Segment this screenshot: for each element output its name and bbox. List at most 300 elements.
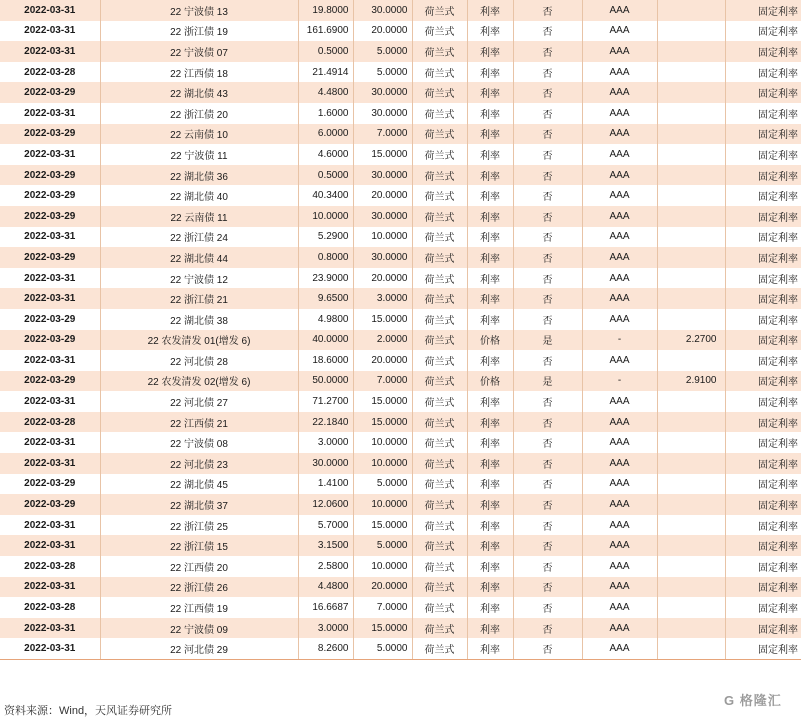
bidding-method-cell: 荷兰式 bbox=[412, 371, 467, 392]
bidding-method-cell: 荷兰式 bbox=[412, 82, 467, 103]
coupon-rate-cell bbox=[657, 432, 725, 453]
bidding-method-cell: 荷兰式 bbox=[412, 247, 467, 268]
interest-type-cell: 固定利率 bbox=[725, 309, 801, 330]
term-cell: 7.0000 bbox=[353, 124, 412, 145]
rating-cell: AAA bbox=[582, 165, 657, 186]
bidding-method-cell: 荷兰式 bbox=[412, 185, 467, 206]
bidding-method-cell: 荷兰式 bbox=[412, 515, 467, 536]
rating-cell: AAA bbox=[582, 288, 657, 309]
bidding-target-cell: 利率 bbox=[467, 412, 513, 433]
term-cell: 30.0000 bbox=[353, 165, 412, 186]
option-cell: 否 bbox=[513, 515, 582, 536]
bond-name-cell: 22 宁波债 12 bbox=[100, 268, 298, 289]
bond-name-cell: 22 湖北债 44 bbox=[100, 247, 298, 268]
issue-amount-cell: 3.0000 bbox=[298, 432, 353, 453]
coupon-rate-cell bbox=[657, 82, 725, 103]
issue-date-cell: 2022-03-29 bbox=[0, 371, 100, 392]
rating-cell: AAA bbox=[582, 62, 657, 83]
bidding-target-cell: 利率 bbox=[467, 350, 513, 371]
interest-type-cell: 固定利率 bbox=[725, 535, 801, 556]
coupon-rate-cell bbox=[657, 577, 725, 598]
issue-amount-cell: 3.0000 bbox=[298, 618, 353, 639]
table-row bbox=[0, 185, 801, 206]
bond-name-cell: 22 浙江债 19 bbox=[100, 21, 298, 42]
issue-date-cell: 2022-03-29 bbox=[0, 165, 100, 186]
coupon-rate-cell bbox=[657, 268, 725, 289]
issue-amount-cell: 1.6000 bbox=[298, 103, 353, 124]
table-row bbox=[0, 453, 801, 474]
option-cell: 否 bbox=[513, 247, 582, 268]
watermark-text: G 格隆汇 bbox=[724, 693, 782, 708]
rating-cell: AAA bbox=[582, 618, 657, 639]
interest-type-cell: 固定利率 bbox=[725, 474, 801, 495]
issue-amount-cell: 22.1840 bbox=[298, 412, 353, 433]
issue-date-cell: 2022-03-29 bbox=[24, 190, 76, 202]
option-cell: 否 bbox=[513, 474, 582, 495]
coupon-rate-cell bbox=[657, 247, 725, 268]
coupon-rate-cell bbox=[657, 494, 725, 515]
bidding-target-cell: 利率 bbox=[467, 268, 513, 289]
coupon-rate-cell bbox=[657, 227, 725, 248]
bidding-method-cell: 荷兰式 bbox=[412, 597, 467, 618]
coupon-rate-cell bbox=[657, 309, 725, 330]
issue-amount-cell: 5.2900 bbox=[298, 227, 353, 248]
bidding-target-cell: 利率 bbox=[467, 41, 513, 62]
bidding-target-cell: 利率 bbox=[467, 247, 513, 268]
bidding-method-cell: 荷兰式 bbox=[412, 391, 467, 412]
term-cell: 20.0000 bbox=[353, 268, 412, 289]
rating-cell: - bbox=[582, 371, 657, 392]
rating-cell: AAA bbox=[582, 144, 657, 165]
interest-type-cell: 固定利率 bbox=[725, 618, 801, 639]
bond-name-cell: 22 浙江债 24 bbox=[100, 227, 298, 248]
table-row bbox=[0, 268, 801, 289]
bond-name-cell: 22 云南债 10 bbox=[100, 124, 298, 145]
interest-type-cell: 固定利率 bbox=[725, 62, 801, 83]
term-cell: 2.0000 bbox=[353, 330, 412, 351]
bidding-method-cell: 荷兰式 bbox=[412, 268, 467, 289]
table-row bbox=[0, 206, 801, 227]
coupon-rate-cell bbox=[657, 62, 725, 83]
issue-amount-cell: 9.6500 bbox=[298, 288, 353, 309]
bidding-target-cell: 利率 bbox=[467, 185, 513, 206]
bond-name-cell: 22 浙江债 21 bbox=[100, 288, 298, 309]
bond-name-cell: 22 浙江债 20 bbox=[100, 103, 298, 124]
bond-name-cell: 22 浙江债 25 bbox=[100, 515, 298, 536]
rating-cell: AAA bbox=[582, 535, 657, 556]
bidding-method-cell: 荷兰式 bbox=[412, 288, 467, 309]
term-cell: 20.0000 bbox=[353, 21, 412, 42]
term-cell: 30.0000 bbox=[353, 0, 412, 21]
option-cell: 否 bbox=[513, 227, 582, 248]
issue-date-cell: 2022-03-29 bbox=[24, 313, 76, 325]
coupon-rate-cell bbox=[657, 350, 725, 371]
option-cell: 否 bbox=[513, 144, 582, 165]
term-cell: 7.0000 bbox=[353, 597, 412, 618]
interest-type-cell: 固定利率 bbox=[725, 227, 801, 248]
bond-name-cell: 22 农发清发 01(增发 6) bbox=[100, 330, 298, 351]
bidding-method-cell: 荷兰式 bbox=[412, 638, 467, 659]
issue-amount-cell: 50.0000 bbox=[298, 371, 353, 392]
interest-type-cell: 固定利率 bbox=[725, 597, 801, 618]
issue-amount-cell: 12.0600 bbox=[298, 494, 353, 515]
option-cell: 是 bbox=[513, 371, 582, 392]
table-row bbox=[0, 309, 801, 330]
watermark-logo bbox=[724, 690, 782, 709]
bidding-target-cell: 利率 bbox=[467, 556, 513, 577]
rating-cell: AAA bbox=[582, 494, 657, 515]
issue-date-cell: 2022-03-31 bbox=[24, 643, 76, 655]
term-cell: 10.0000 bbox=[353, 432, 412, 453]
term-cell: 20.0000 bbox=[353, 185, 412, 206]
rating-cell: AAA bbox=[582, 412, 657, 433]
coupon-rate-cell bbox=[657, 638, 725, 659]
interest-type-cell: 固定利率 bbox=[725, 144, 801, 165]
option-cell: 否 bbox=[513, 350, 582, 371]
bidding-method-cell: 荷兰式 bbox=[412, 474, 467, 495]
issue-amount-cell: 23.9000 bbox=[298, 268, 353, 289]
issue-amount-cell: 161.6900 bbox=[298, 21, 353, 42]
issue-date-cell: 2022-03-28 bbox=[0, 412, 100, 433]
issue-date-cell: 2022-03-29 bbox=[0, 247, 100, 268]
term-cell: 10.0000 bbox=[353, 453, 412, 474]
rating-cell: AAA bbox=[582, 556, 657, 577]
bond-name-cell: 22 宁波债 07 bbox=[100, 41, 298, 62]
bidding-target-cell: 利率 bbox=[467, 453, 513, 474]
issue-amount-cell: 40.3400 bbox=[298, 185, 353, 206]
issue-amount-cell: 30.0000 bbox=[298, 453, 353, 474]
option-cell: 否 bbox=[513, 535, 582, 556]
term-cell: 3.0000 bbox=[353, 288, 412, 309]
bidding-target-cell: 利率 bbox=[467, 21, 513, 42]
issue-date-cell: 2022-03-31 bbox=[24, 148, 76, 160]
rating-cell: AAA bbox=[582, 185, 657, 206]
bidding-method-cell: 荷兰式 bbox=[412, 103, 467, 124]
issue-date-cell: 2022-03-28 bbox=[24, 560, 76, 572]
issue-date-cell: 2022-03-31 bbox=[0, 535, 100, 556]
table-row bbox=[0, 350, 801, 371]
coupon-rate-cell bbox=[657, 412, 725, 433]
interest-type-cell: 固定利率 bbox=[725, 268, 801, 289]
rating-cell: AAA bbox=[582, 82, 657, 103]
coupon-rate-cell bbox=[657, 597, 725, 618]
issue-amount-cell: 0.5000 bbox=[298, 41, 353, 62]
issue-amount-cell: 40.0000 bbox=[298, 330, 353, 351]
term-cell: 15.0000 bbox=[353, 391, 412, 412]
term-cell: 30.0000 bbox=[353, 103, 412, 124]
bidding-target-cell: 利率 bbox=[467, 288, 513, 309]
rating-cell: AAA bbox=[582, 597, 657, 618]
bond-name-cell: 22 宁波债 09 bbox=[100, 618, 298, 639]
table-row bbox=[0, 288, 801, 309]
interest-type-cell: 固定利率 bbox=[725, 21, 801, 42]
rating-cell: AAA bbox=[582, 21, 657, 42]
coupon-rate-cell bbox=[657, 144, 725, 165]
rating-cell: AAA bbox=[582, 391, 657, 412]
coupon-rate-cell bbox=[657, 103, 725, 124]
interest-type-cell: 固定利率 bbox=[725, 247, 801, 268]
table-row bbox=[0, 556, 801, 577]
table-row bbox=[0, 577, 801, 598]
issue-amount-cell: 4.6000 bbox=[298, 144, 353, 165]
term-cell: 30.0000 bbox=[353, 82, 412, 103]
interest-type-cell: 固定利率 bbox=[725, 494, 801, 515]
coupon-rate-cell bbox=[657, 185, 725, 206]
option-cell: 否 bbox=[513, 412, 582, 433]
bond-name-cell: 22 湖北债 38 bbox=[100, 309, 298, 330]
table-row bbox=[0, 391, 801, 412]
bidding-method-cell: 荷兰式 bbox=[412, 144, 467, 165]
term-cell: 20.0000 bbox=[353, 577, 412, 598]
bond-name-cell: 22 湖北债 37 bbox=[100, 494, 298, 515]
bond-name-cell: 22 江西债 18 bbox=[100, 62, 298, 83]
interest-type-cell: 固定利率 bbox=[725, 453, 801, 474]
option-cell: 否 bbox=[513, 638, 582, 659]
bidding-method-cell: 荷兰式 bbox=[412, 556, 467, 577]
issue-amount-cell: 21.4914 bbox=[298, 62, 353, 83]
coupon-rate-cell bbox=[657, 556, 725, 577]
coupon-rate-cell bbox=[657, 0, 725, 21]
issue-amount-cell: 10.0000 bbox=[298, 206, 353, 227]
issue-date-cell: 2022-03-31 bbox=[0, 577, 100, 598]
option-cell: 否 bbox=[513, 577, 582, 598]
issue-date-cell: 2022-03-31 bbox=[24, 354, 76, 366]
coupon-rate-cell bbox=[657, 21, 725, 42]
bidding-method-cell: 荷兰式 bbox=[412, 0, 467, 21]
bond-name-cell: 22 江西债 21 bbox=[100, 412, 298, 433]
interest-type-cell: 固定利率 bbox=[725, 638, 801, 659]
term-cell: 5.0000 bbox=[353, 62, 412, 83]
table-row bbox=[0, 638, 801, 659]
rating-cell: AAA bbox=[582, 124, 657, 145]
table-row bbox=[0, 165, 801, 186]
bond-name-cell: 22 河北债 27 bbox=[100, 391, 298, 412]
coupon-rate-cell bbox=[657, 124, 725, 145]
table-row bbox=[0, 82, 801, 103]
table-row bbox=[0, 103, 801, 124]
coupon-rate-cell bbox=[657, 474, 725, 495]
term-cell: 15.0000 bbox=[353, 144, 412, 165]
option-cell: 否 bbox=[513, 268, 582, 289]
interest-type-cell: 固定利率 bbox=[725, 82, 801, 103]
bond-name-cell: 22 浙江债 26 bbox=[100, 577, 298, 598]
interest-type-cell: 固定利率 bbox=[725, 371, 801, 392]
issue-date-cell: 2022-03-29 bbox=[0, 330, 100, 351]
rating-cell: AAA bbox=[582, 474, 657, 495]
interest-type-cell: 固定利率 bbox=[725, 206, 801, 227]
term-cell: 15.0000 bbox=[353, 618, 412, 639]
bidding-target-cell: 利率 bbox=[467, 432, 513, 453]
bond-name-cell: 22 河北债 29 bbox=[100, 638, 298, 659]
table-row bbox=[0, 515, 801, 536]
table-row bbox=[0, 618, 801, 639]
issue-amount-cell: 71.2700 bbox=[298, 391, 353, 412]
issue-date-cell: 2022-03-31 bbox=[24, 396, 76, 408]
bidding-method-cell: 荷兰式 bbox=[412, 577, 467, 598]
bond-name-cell: 22 湖北债 40 bbox=[100, 185, 298, 206]
issue-date-cell: 2022-03-29 bbox=[0, 82, 100, 103]
issue-amount-cell: 8.2600 bbox=[298, 638, 353, 659]
term-cell: 10.0000 bbox=[353, 556, 412, 577]
interest-type-cell: 固定利率 bbox=[725, 391, 801, 412]
issue-amount-cell: 0.5000 bbox=[298, 165, 353, 186]
issue-amount-cell: 18.6000 bbox=[298, 350, 353, 371]
bidding-method-cell: 荷兰式 bbox=[412, 453, 467, 474]
rating-cell: AAA bbox=[582, 0, 657, 21]
term-cell: 5.0000 bbox=[353, 535, 412, 556]
bidding-target-cell: 利率 bbox=[467, 124, 513, 145]
bidding-method-cell: 荷兰式 bbox=[412, 206, 467, 227]
issue-amount-cell: 4.4800 bbox=[298, 577, 353, 598]
rating-cell: AAA bbox=[582, 309, 657, 330]
term-cell: 5.0000 bbox=[353, 41, 412, 62]
option-cell: 否 bbox=[513, 103, 582, 124]
issue-amount-cell: 3.1500 bbox=[298, 535, 353, 556]
bidding-target-cell: 利率 bbox=[467, 103, 513, 124]
coupon-rate-cell bbox=[657, 453, 725, 474]
interest-type-cell: 固定利率 bbox=[725, 577, 801, 598]
term-cell: 5.0000 bbox=[353, 474, 412, 495]
term-cell: 30.0000 bbox=[353, 247, 412, 268]
bidding-target-cell: 利率 bbox=[467, 515, 513, 536]
issue-amount-cell: 19.8000 bbox=[298, 0, 353, 21]
bond-name-cell: 22 江西债 20 bbox=[100, 556, 298, 577]
table-row bbox=[0, 227, 801, 248]
option-cell: 否 bbox=[513, 82, 582, 103]
option-cell: 否 bbox=[513, 597, 582, 618]
bidding-method-cell: 荷兰式 bbox=[412, 412, 467, 433]
coupon-rate-cell bbox=[657, 535, 725, 556]
bidding-method-cell: 荷兰式 bbox=[412, 535, 467, 556]
bidding-target-cell: 利率 bbox=[467, 309, 513, 330]
bidding-target-cell: 利率 bbox=[467, 82, 513, 103]
option-cell: 否 bbox=[513, 124, 582, 145]
term-cell: 15.0000 bbox=[353, 515, 412, 536]
issue-date-cell: 2022-03-29 bbox=[0, 124, 100, 145]
rating-cell: AAA bbox=[582, 103, 657, 124]
term-cell: 20.0000 bbox=[353, 350, 412, 371]
option-cell: 否 bbox=[513, 309, 582, 330]
option-cell: 否 bbox=[513, 21, 582, 42]
interest-type-cell: 固定利率 bbox=[725, 432, 801, 453]
bidding-target-cell: 利率 bbox=[467, 577, 513, 598]
issue-date-cell: 2022-03-31 bbox=[24, 519, 76, 531]
issue-amount-cell: 0.8000 bbox=[298, 247, 353, 268]
bidding-target-cell: 价格 bbox=[467, 330, 513, 351]
bidding-target-cell: 利率 bbox=[467, 597, 513, 618]
table-row bbox=[0, 247, 801, 268]
rating-cell: AAA bbox=[582, 638, 657, 659]
rating-cell: AAA bbox=[582, 268, 657, 289]
option-cell: 否 bbox=[513, 165, 582, 186]
issue-date-cell: 2022-03-29 bbox=[0, 206, 100, 227]
option-cell: 否 bbox=[513, 288, 582, 309]
interest-type-cell: 固定利率 bbox=[725, 185, 801, 206]
table-row bbox=[0, 597, 801, 618]
issue-date-cell: 2022-03-28 bbox=[24, 602, 76, 614]
bond-name-cell: 22 农发清发 02(增发 6) bbox=[100, 371, 298, 392]
term-cell: 10.0000 bbox=[353, 227, 412, 248]
issue-amount-cell: 5.7000 bbox=[298, 515, 353, 536]
bidding-target-cell: 利率 bbox=[467, 618, 513, 639]
rating-cell: AAA bbox=[582, 206, 657, 227]
option-cell: 否 bbox=[513, 391, 582, 412]
bidding-method-cell: 荷兰式 bbox=[412, 124, 467, 145]
bidding-method-cell: 荷兰式 bbox=[412, 432, 467, 453]
option-cell: 是 bbox=[513, 330, 582, 351]
table-row bbox=[0, 412, 801, 433]
coupon-rate-cell bbox=[657, 41, 725, 62]
rating-cell: AAA bbox=[582, 247, 657, 268]
bidding-method-cell: 荷兰式 bbox=[412, 618, 467, 639]
rating-cell: - bbox=[582, 330, 657, 351]
term-cell: 10.0000 bbox=[353, 494, 412, 515]
coupon-rate-cell bbox=[657, 165, 725, 186]
issue-date-cell: 2022-03-31 bbox=[0, 41, 100, 62]
bond-name-cell: 22 湖北债 43 bbox=[100, 82, 298, 103]
table-row bbox=[0, 124, 801, 145]
option-cell: 否 bbox=[513, 556, 582, 577]
coupon-rate-cell: 2.2700 bbox=[657, 330, 725, 351]
bond-name-cell: 22 湖北债 36 bbox=[100, 165, 298, 186]
option-cell: 否 bbox=[513, 0, 582, 21]
bond-name-cell: 22 宁波债 08 bbox=[100, 432, 298, 453]
bond-name-cell: 22 江西债 19 bbox=[100, 597, 298, 618]
issue-date-cell: 2022-03-28 bbox=[24, 66, 76, 78]
bond-name-cell: 22 湖北债 45 bbox=[100, 474, 298, 495]
term-cell: 7.0000 bbox=[353, 371, 412, 392]
rating-cell: AAA bbox=[582, 432, 657, 453]
term-cell: 5.0000 bbox=[353, 638, 412, 659]
table-row bbox=[0, 432, 801, 453]
option-cell: 否 bbox=[513, 494, 582, 515]
table-row bbox=[0, 0, 801, 21]
interest-type-cell: 固定利率 bbox=[725, 330, 801, 351]
table-row bbox=[0, 330, 801, 351]
coupon-rate-cell bbox=[657, 288, 725, 309]
coupon-rate-cell bbox=[657, 206, 725, 227]
term-cell: 30.0000 bbox=[353, 206, 412, 227]
issue-date-cell: 2022-03-29 bbox=[0, 494, 100, 515]
bidding-target-cell: 利率 bbox=[467, 165, 513, 186]
bidding-method-cell: 荷兰式 bbox=[412, 309, 467, 330]
issue-date-cell: 2022-03-31 bbox=[24, 25, 76, 37]
issue-amount-cell: 1.4100 bbox=[298, 474, 353, 495]
bidding-target-cell: 利率 bbox=[467, 391, 513, 412]
term-cell: 15.0000 bbox=[353, 412, 412, 433]
option-cell: 否 bbox=[513, 453, 582, 474]
coupon-rate-cell bbox=[657, 618, 725, 639]
bidding-method-cell: 荷兰式 bbox=[412, 227, 467, 248]
interest-type-cell: 固定利率 bbox=[725, 515, 801, 536]
bond-name-cell: 22 浙江债 15 bbox=[100, 535, 298, 556]
bidding-target-cell: 利率 bbox=[467, 206, 513, 227]
issue-amount-cell: 6.0000 bbox=[298, 124, 353, 145]
table-row bbox=[0, 21, 801, 42]
table-row bbox=[0, 41, 801, 62]
issue-amount-cell: 2.5800 bbox=[298, 556, 353, 577]
bidding-method-cell: 荷兰式 bbox=[412, 165, 467, 186]
issue-date-cell: 2022-03-29 bbox=[24, 478, 76, 490]
table-row bbox=[0, 371, 801, 392]
source-note: 资料来源：Wind，天风证券研究所 bbox=[4, 705, 173, 717]
interest-type-cell: 固定利率 bbox=[725, 556, 801, 577]
issue-date-cell: 2022-03-31 bbox=[24, 437, 76, 449]
rating-cell: AAA bbox=[582, 227, 657, 248]
interest-type-cell: 固定利率 bbox=[725, 124, 801, 145]
bidding-target-cell: 利率 bbox=[467, 638, 513, 659]
bond-name-cell: 22 宁波债 11 bbox=[100, 144, 298, 165]
